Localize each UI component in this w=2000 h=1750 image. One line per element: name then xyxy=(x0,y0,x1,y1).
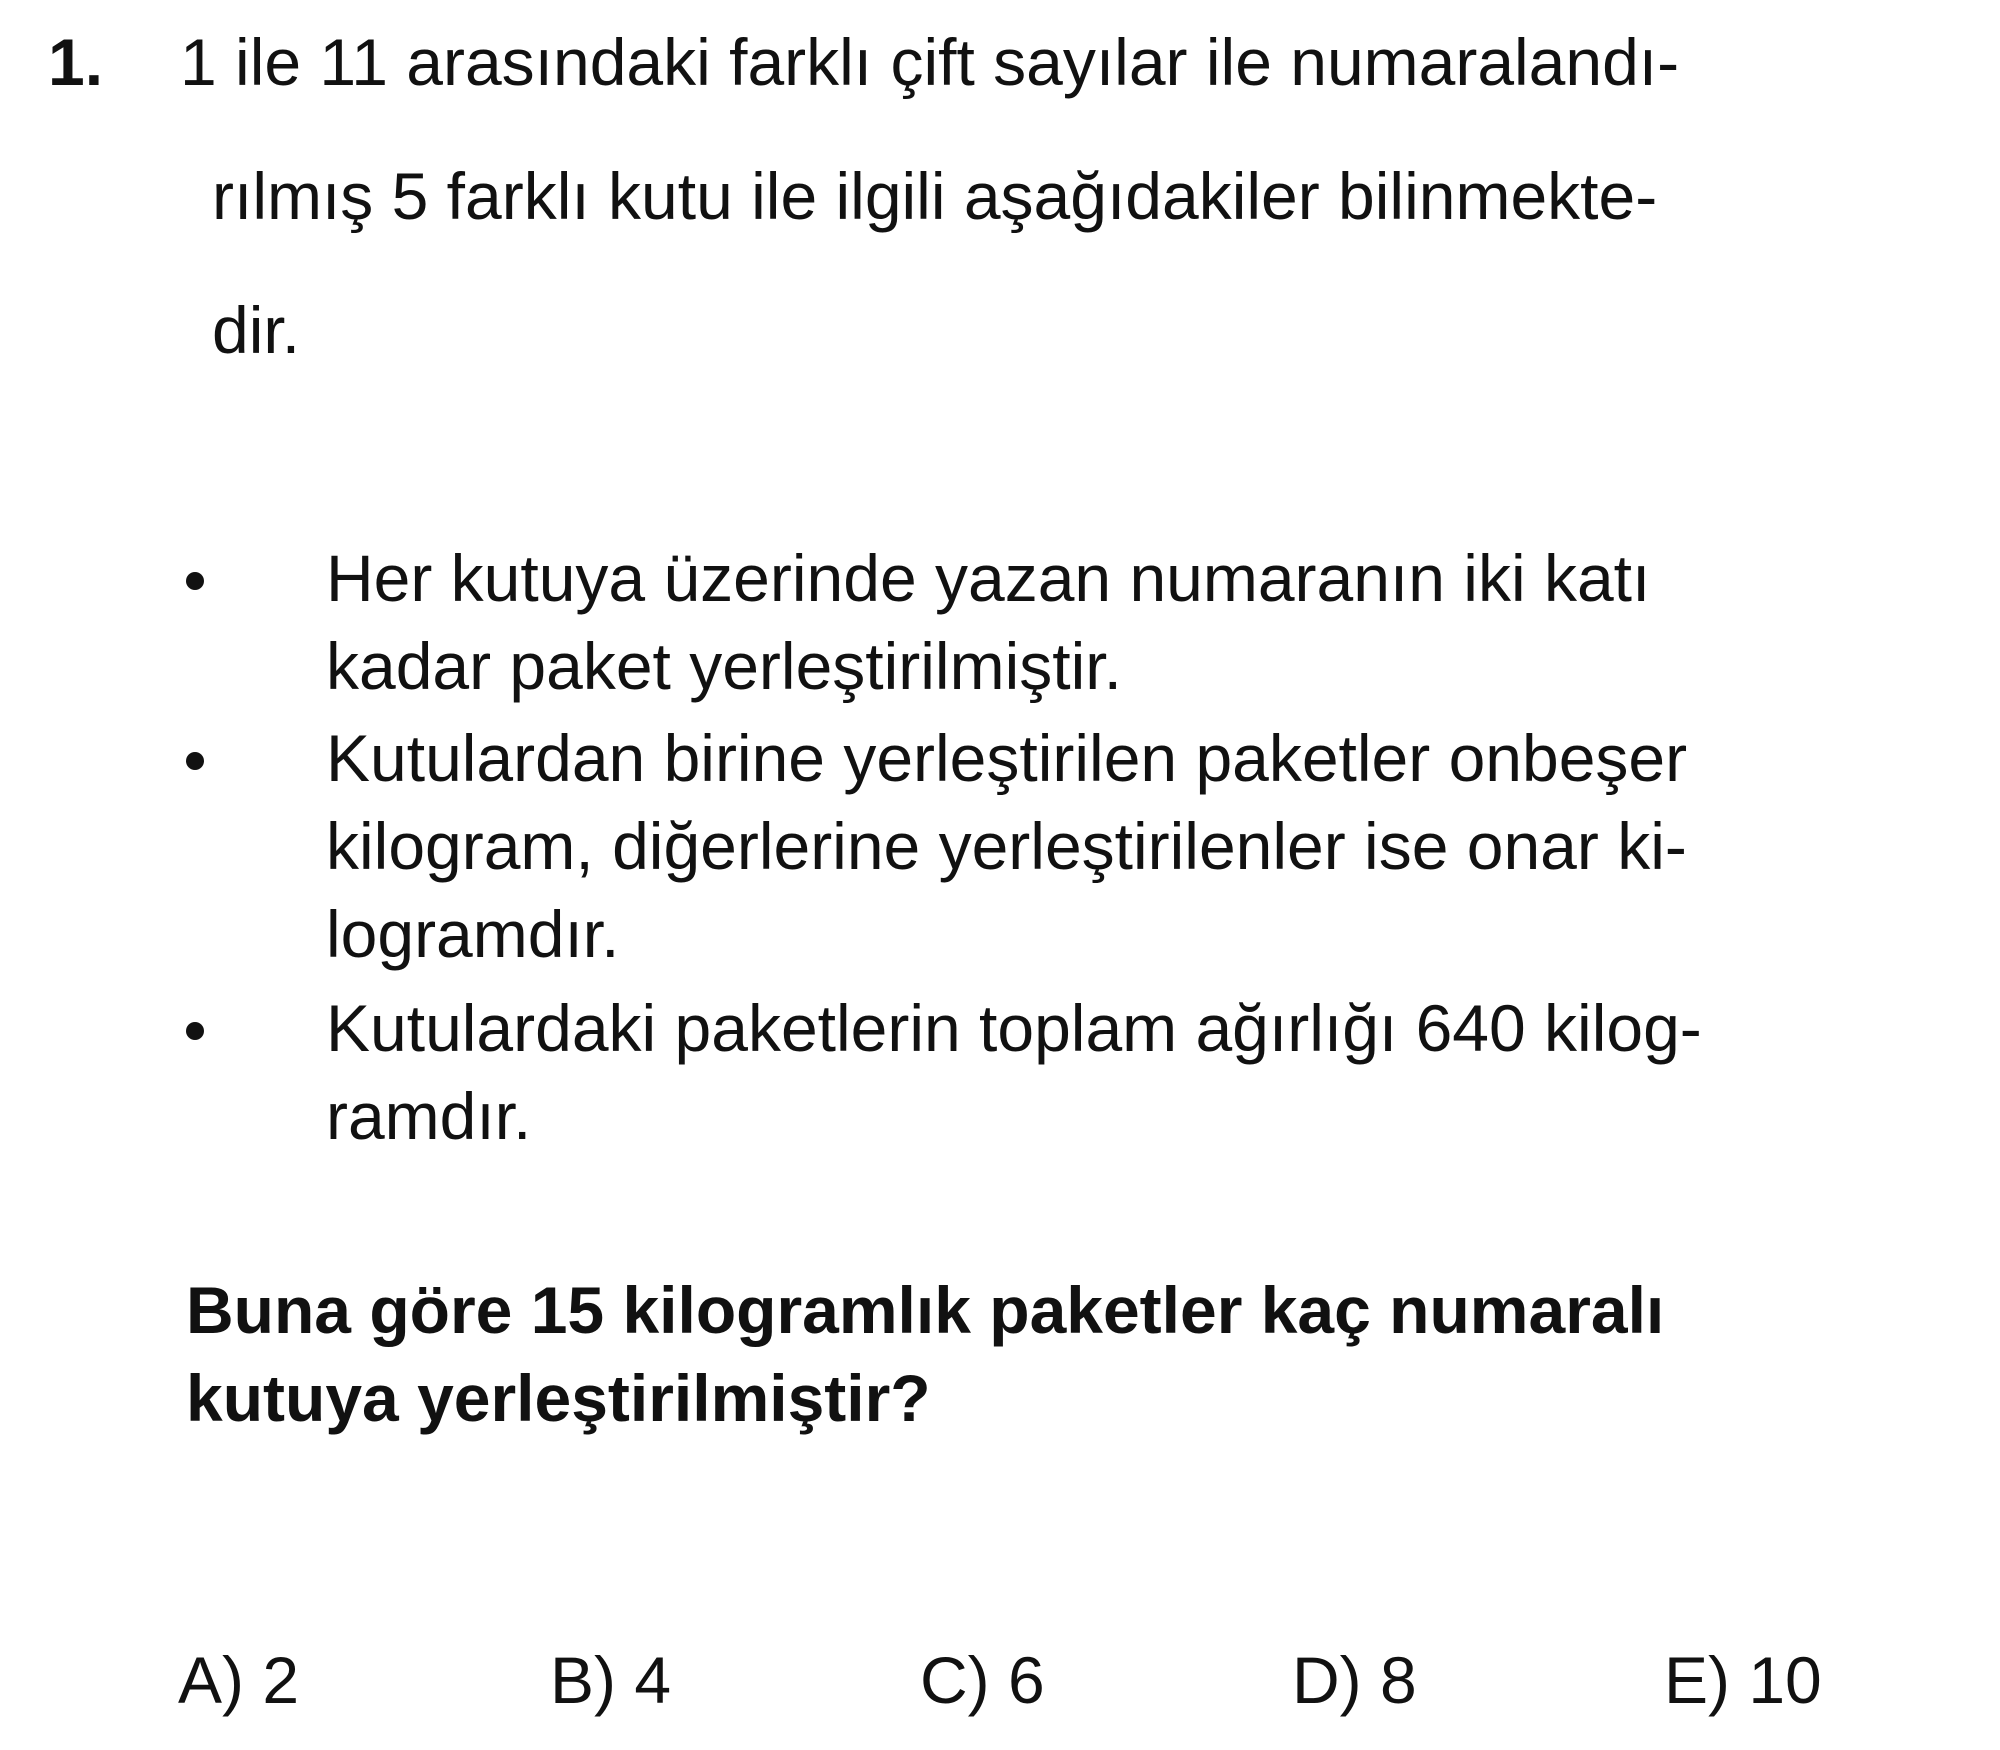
list-item-line: ramdır. xyxy=(326,1079,532,1153)
list-item-line: logramdır. xyxy=(326,897,620,971)
list-item-line: Kutulardaki paketlerin toplam ağırlığı 640 kilog- xyxy=(326,991,1702,1065)
bullet-icon xyxy=(186,1022,204,1040)
question-prompt-line: kutuya yerleştirilmiştir? xyxy=(186,1361,931,1435)
bullet-icon xyxy=(186,752,204,770)
option-e[interactable]: E) 10 xyxy=(1664,1643,1822,1717)
bullet-icon xyxy=(186,572,204,590)
option-a[interactable]: A) 2 xyxy=(178,1643,300,1717)
question-number: 1. xyxy=(48,25,104,99)
list-item-line: Her kutuya üzerinde yazan numaranın iki katı xyxy=(326,541,1651,615)
question-stem-line: rılmış 5 farklı kutu ile ilgili aşağıdakiler bilinmekte- xyxy=(212,159,1658,233)
question-stem-line: 1 ile 11 arasındaki farklı çift sayılar ile numaralandı- xyxy=(180,25,1680,99)
list-item-line: Kutulardan birine yerleştirilen paketler onbeşer xyxy=(326,721,1688,795)
option-b[interactable]: B) 4 xyxy=(550,1643,672,1717)
option-c[interactable]: C) 6 xyxy=(920,1643,1045,1717)
list-item-line: kadar paket yerleştirilmiştir. xyxy=(326,629,1122,703)
question-prompt-line: Buna göre 15 kilogramlık paketler kaç numaralı xyxy=(186,1273,1665,1347)
list-item-line: kilogram, diğerlerine yerleştirilenler ise onar ki- xyxy=(326,809,1687,883)
question-stem-line: dir. xyxy=(212,293,301,367)
option-d[interactable]: D) 8 xyxy=(1292,1643,1417,1717)
